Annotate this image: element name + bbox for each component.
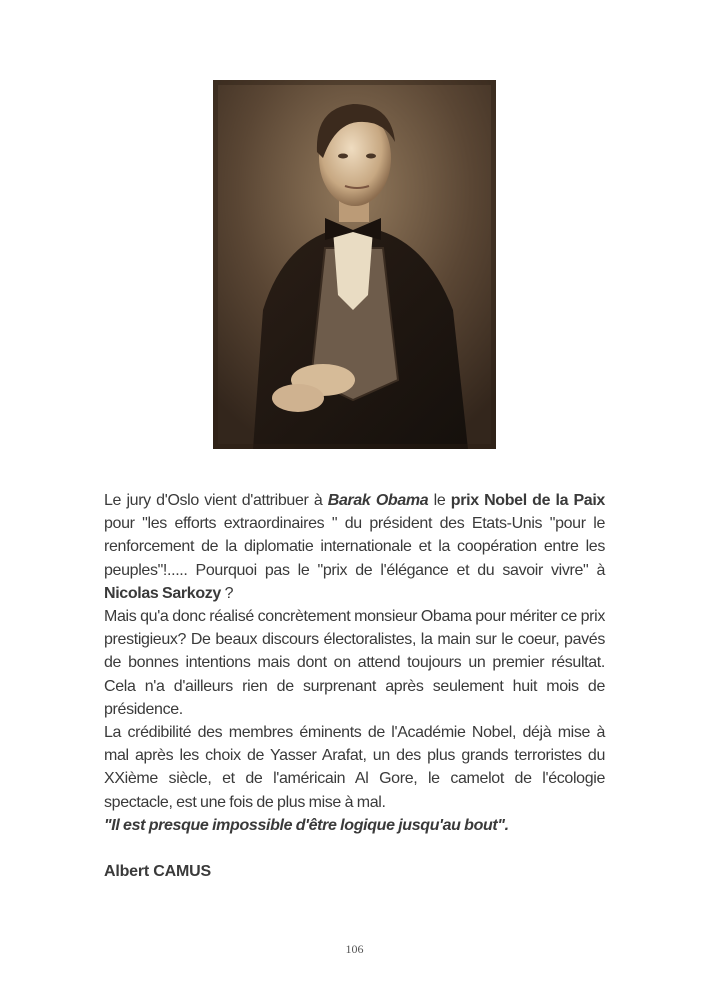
camus-quote: "Il est presque impossible d'être logique jusqu'au bout". [104, 816, 509, 834]
prize-name: prix Nobel de la Paix [450, 492, 605, 509]
article-body [104, 489, 605, 837]
portrait-photo [213, 80, 496, 449]
quote-author: Albert CAMUS [104, 863, 211, 880]
name-nicolas-sarkozy: Nicolas Sarkozy [104, 584, 221, 602]
text-run: pour "les efforts extraordinaires " du président des Etats-Unis "pour le renforcement de la diplomatie internationale et la coopération entre les peuples"!..... Pourquoi pas le "prix de l'élégance et du savoir vivre" à [104, 515, 605, 579]
article-paragraph-2: Mais qu'a donc réalisé concrètement monsieur Obama pour mériter ce prix prestigieux? De beaux discours électoralistes, la main sur le coeur, pavés de bonnes intentions mais dont on attend toujours un premier résultat. Cela n'a d'ailleurs rien de surprenant après seulement huit mois de présidence. [104, 608, 605, 718]
article-paragraph-3: La crédibilité des membres éminents de l'Académie Nobel, déjà mise à mal après les choix de Yasser Arafat, un des plus grands terroristes du XXième siècle, et de l'américain Al Gore, le camelot de l'écologie spectacle, est une fois de plus mise à mal. [104, 724, 605, 811]
page-number: 106 [345, 942, 364, 956]
article-paragraph-1 [104, 489, 605, 605]
portrait-illustration [213, 80, 496, 449]
text-run: Le jury d'Oslo vient d'attribuer à [104, 492, 328, 509]
name-barak-obama: Barak Obama [327, 492, 429, 509]
text-run: le [428, 492, 451, 509]
text-run: ? [220, 584, 234, 602]
